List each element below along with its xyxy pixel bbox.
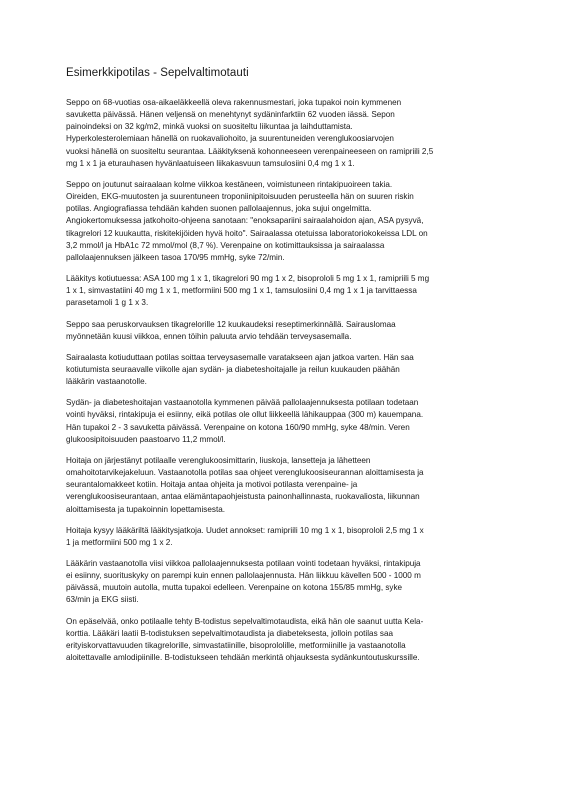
paragraph-reimbursement: Seppo saa peruskorvauksen tikagrelorille 12 kuukaudeksi reseptimerkinnällä. Sairauslomaa myönnetään kuusi viikkoa, ennen töihin paluuta arvio tehdään terveysasemalla. (66, 319, 396, 341)
paragraph-doctor-visit: Lääkärin vastaanotolla viisi viikkoa pallolaajennuksesta potilaan vointi todetaan hyväksi, rintakipuja ei esiinny, suorituskyky on parempi kuin ennen pallolaajennusta. Hän liikkuu kävellen 500 - 1000 m päivässä, muutoin autolla, mutta tupakoi edelleen. Verenpaine on kotona 155/85 mmHg, syke 63/min ja EKG siisti. (66, 559, 421, 605)
document-page (66, 66, 504, 673)
paragraph-follow-up-booking: Sairaalasta kotiuduttaan potilas soittaa terveysasemalle varatakseen ajan jatkoa varten. Hän saa kotiutumista seuraavalle viikolle ajan sydän- ja diabeteshoitajalle ja reilun kuukauden päähän lääkärin vastaanotolle. (66, 352, 414, 387)
paragraph-patient-background: Seppo on 68-vuotias osa-aikaeläkkeellä oleva rakennusmestari, joka tupakoi noin kymmenen savuketta päivässä. Hänen veljensä on menehtynyt sydäninfarktiin 62 vuoden iässä. Sepon painoindeksi on 32 kg/m2, minkä vuoksi on suositeltu liikuntaa ja laihduttamista. Hyperkolesterolemiaan hänellä on ruokavaliohoito, ja suurentuneiden verenglukoosiarvojen vuoksi hänellä on suositeltu seurantaa. Lääkityksenä kohonneeseen verenpaineeseen on ramipriili 2,5 mg 1 x 1 ja eturauhasen hyvänlaatuiseen liikakasvuun tamsulosiini 0,4 mg 1 x 1. (66, 98, 434, 168)
paragraph-b-certificate: On epäselvää, onko potilaalle tehty B-todistus sepelvaltimotaudista, eikä hän ole saanut uutta Kela- korttia. Lääkäri laatii B-todistuksen sepelvaltimotaudista ja diabeteksesta, jolloin potilas saa erityiskorvattavuuden tikagrelorille, simvastatiinille, bisoprololille, metformiinille ja vastaanotolla aloitettavalle amlodipiinille. B-todistukseen tehdään merkintä ohjauksesta sydänkuntoutuskurssille. (66, 616, 424, 663)
paragraph-nurse-guidance: Hoitaja on järjestänyt potilaalle verenglukoosimittarin, liuskoja, lansetteja ja lähetteen omahoitotarvikejakeluun. Vastaanotolla potilas saa ohjeet verenglukoosiseurannan aloittamisesta ja seurantalomakkeet kotiin. Hoitaja antaa ohjeita ja motivoi potilasta verenpaine- ja verenglukoosiseurantaan, antaa elämäntapaohjeistusta painonhallinnasta, ruokavaliosta, liikunnan aloittamisesta ja tupakoinnin lopettamisesta. (66, 455, 424, 514)
paragraph-medication-adjustment: Hoitaja kysyy lääkäriltä lääkitysjatkoja. Uudet annokset: ramipriili 10 mg 1 x 1, bisoprololi 2,5 mg 1 x 1 ja metformiini 500 mg 1 x 2. (66, 525, 424, 547)
paragraph-discharge-medication: Lääkitys kotiutuessa: ASA 100 mg 1 x 1, tikagrelori 90 mg 1 x 2, bisoprololi 5 mg 1 x 1, ramipriili 5 mg 1 x 1, simvastatiini 40 mg 1 x 1, metformiini 500 mg 1 x 1, tamsulosiini 0,4 mg 1 x 1 ja tarvittaessa parasetamoli 1 g 1 x 3. (66, 274, 430, 308)
paragraph-nurse-visit: Sydän- ja diabeteshoitajan vastaanotolla kymmenen päivää pallolaajennuksesta potilaan todetaan vointi hyväksi, rintakipuja ei esiinny, eikä potilas ole ollut liikkeellä lähikauppaa (300 m) kauempana. Hän tupakoi 2 - 3 savuketta päivässä. Verenpaine on kotona 160/90 mmHg, syke 48/min. Veren glukoosipitoisuuden paastoarvo 11,2 mmol/l. (66, 398, 424, 444)
document-title: Esimerkkipotilas - Sepelvaltimotauti (66, 67, 249, 79)
paragraph-hospitalization: Seppo on joutunut sairaalaan kolme viikkoa kestäneen, voimistuneen rintakipuoireen takia. Oireiden, EKG-muutosten ja suurentuneen troponiinipitoisuuden perusteella hän on suuren riskin potilas. Angiografiassa tehdään kahden suonen pallolaajennus, joka sujui ongelmitta. Angiokertomuksessa jatkohoito-ohjeena sanotaan: "enoksapariini sairaalahoidon ajan, ASA pysyvä, tikagrelori 12 kuukautta, riskitekijöiden hyvä hoito". Sairaalassa otetuissa laboratoriokokeissa LDL on 3,2 mmol/l ja HbA1c 72 mmol/mol (8,7 %). Verenpaine on kotimittauksissa ja sairaalassa pallolaajennuksen jälkeen tasoa 170/95 mmHg, syke 72/min. (66, 179, 428, 262)
